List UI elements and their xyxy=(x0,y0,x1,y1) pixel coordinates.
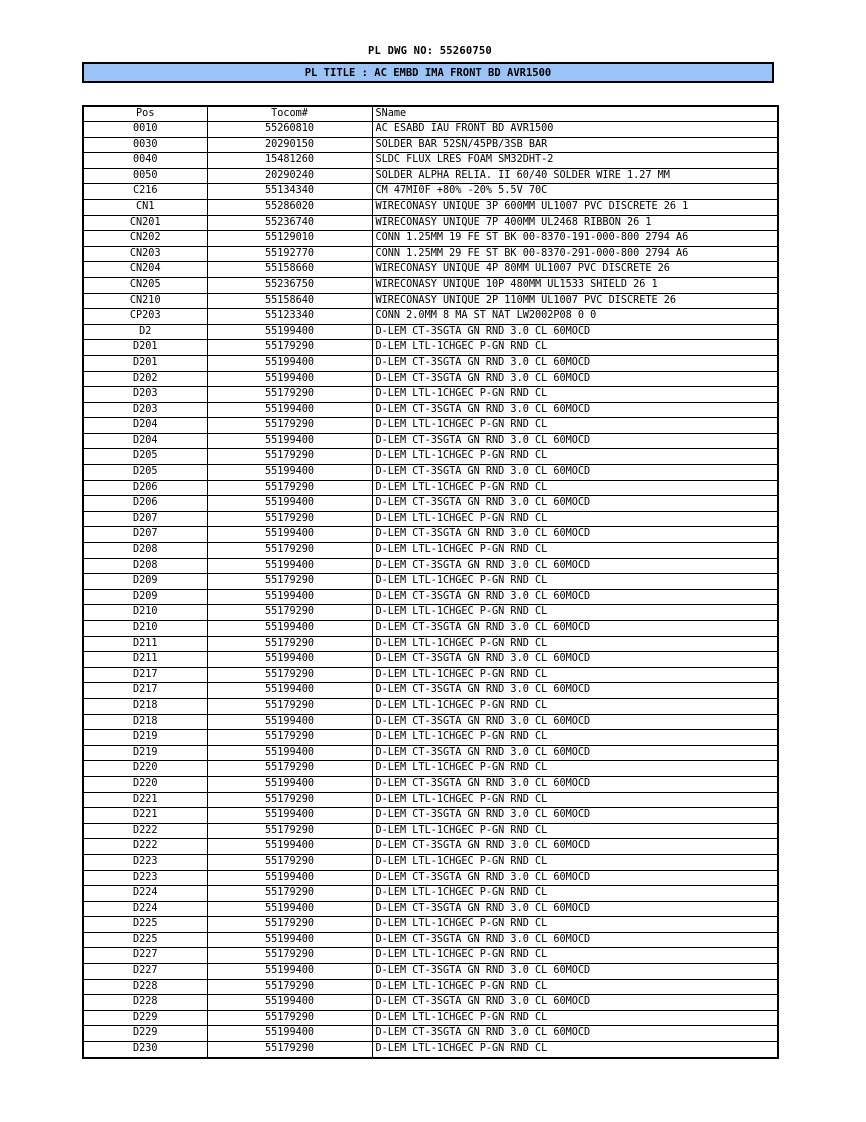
cell-pos: D217 xyxy=(83,683,207,699)
parts-table xyxy=(82,105,779,1059)
cell-pos: CN1 xyxy=(83,199,207,215)
cell-sname: D-LEM LTL-1CHGEC P-GN RND CL xyxy=(372,636,778,652)
table-row xyxy=(83,776,778,792)
cell-pos: D209 xyxy=(83,589,207,605)
cell-sname: D-LEM CT-3SGTA GN RND 3.0 CL 60MOCD xyxy=(372,621,778,637)
cell-pos: CN203 xyxy=(83,246,207,262)
cell-sname: D-LEM LTL-1CHGEC P-GN RND CL xyxy=(372,449,778,465)
table-row xyxy=(83,496,778,512)
cell-pos: D217 xyxy=(83,667,207,683)
cell-sname: D-LEM LTL-1CHGEC P-GN RND CL xyxy=(372,667,778,683)
cell-tocom: 55179290 xyxy=(207,698,372,714)
cell-sname: D-LEM CT-3SGTA GN RND 3.0 CL 60MOCD xyxy=(372,527,778,543)
cell-sname: D-LEM LTL-1CHGEC P-GN RND CL xyxy=(372,418,778,434)
cell-pos: D207 xyxy=(83,511,207,527)
cell-sname: D-LEM CT-3SGTA GN RND 3.0 CL 60MOCD xyxy=(372,839,778,855)
cell-pos: CP203 xyxy=(83,309,207,325)
table-row xyxy=(83,402,778,418)
table-row xyxy=(83,730,778,746)
table-row xyxy=(83,823,778,839)
table-row xyxy=(83,543,778,559)
cell-pos: D221 xyxy=(83,792,207,808)
cell-sname: D-LEM CT-3SGTA GN RND 3.0 CL 60MOCD xyxy=(372,402,778,418)
cell-pos: D208 xyxy=(83,543,207,559)
cell-sname: D-LEM CT-3SGTA GN RND 3.0 CL 60MOCD xyxy=(372,324,778,340)
table-row xyxy=(83,449,778,465)
cell-pos: D211 xyxy=(83,636,207,652)
cell-tocom: 55236750 xyxy=(207,277,372,293)
cell-sname: D-LEM CT-3SGTA GN RND 3.0 CL 60MOCD xyxy=(372,355,778,371)
cell-tocom: 55199400 xyxy=(207,683,372,699)
cell-sname: AC ESABD IAU FRONT BD AVR1500 xyxy=(372,122,778,138)
cell-sname: SOLDER BAR 52SN/45PB/3SB BAR xyxy=(372,137,778,153)
cell-pos: D228 xyxy=(83,979,207,995)
cell-tocom: 55179290 xyxy=(207,792,372,808)
cell-tocom: 55199400 xyxy=(207,527,372,543)
cell-sname: CONN 1.25MM 19 FE ST BK 00-8370-191-000-800 2794 A6 xyxy=(372,231,778,247)
cell-pos: D222 xyxy=(83,839,207,855)
cell-sname: CONN 1.25MM 29 FE ST BK 00-8370-291-000-800 2794 A6 xyxy=(372,246,778,262)
cell-tocom: 20290150 xyxy=(207,137,372,153)
cell-tocom: 20290240 xyxy=(207,168,372,184)
cell-tocom: 55179290 xyxy=(207,886,372,902)
table-row xyxy=(83,418,778,434)
cell-pos: D210 xyxy=(83,605,207,621)
cell-pos: D220 xyxy=(83,776,207,792)
cell-pos: D227 xyxy=(83,948,207,964)
cell-tocom: 55260810 xyxy=(207,122,372,138)
cell-tocom: 55236740 xyxy=(207,215,372,231)
cell-tocom: 55179290 xyxy=(207,387,372,403)
cell-tocom: 55179290 xyxy=(207,636,372,652)
table-row xyxy=(83,948,778,964)
cell-tocom: 55286020 xyxy=(207,199,372,215)
cell-tocom: 55179290 xyxy=(207,605,372,621)
cell-sname: D-LEM LTL-1CHGEC P-GN RND CL xyxy=(372,1010,778,1026)
cell-pos: CN201 xyxy=(83,215,207,231)
cell-pos: D203 xyxy=(83,387,207,403)
cell-sname: WIRECONASY UNIQUE 4P 80MM UL1007 PVC DISCRETE 26 xyxy=(372,262,778,278)
cell-pos: 0010 xyxy=(83,122,207,138)
cell-tocom: 55179290 xyxy=(207,511,372,527)
cell-sname: D-LEM CT-3SGTA GN RND 3.0 CL 60MOCD xyxy=(372,808,778,824)
cell-pos: D229 xyxy=(83,1010,207,1026)
cell-sname: WIRECONASY UNIQUE 3P 600MM UL1007 PVC DISCRETE 26 1 xyxy=(372,199,778,215)
cell-tocom: 55199400 xyxy=(207,402,372,418)
cell-sname: D-LEM LTL-1CHGEC P-GN RND CL xyxy=(372,605,778,621)
cell-sname: D-LEM CT-3SGTA GN RND 3.0 CL 60MOCD xyxy=(372,932,778,948)
cell-sname: D-LEM LTL-1CHGEC P-GN RND CL xyxy=(372,948,778,964)
table-row xyxy=(83,137,778,153)
table-row xyxy=(83,979,778,995)
column-header-pos: Pos xyxy=(83,106,207,122)
cell-sname: D-LEM LTL-1CHGEC P-GN RND CL xyxy=(372,761,778,777)
cell-sname: D-LEM CT-3SGTA GN RND 3.0 CL 60MOCD xyxy=(372,964,778,980)
cell-pos: D229 xyxy=(83,1026,207,1042)
cell-sname: D-LEM LTL-1CHGEC P-GN RND CL xyxy=(372,917,778,933)
cell-tocom: 55179290 xyxy=(207,543,372,559)
cell-sname: CONN 2.0MM 8 MA ST NAT LW2002P08 0 0 xyxy=(372,309,778,325)
drawing-number: PL DWG NO: 55260750 xyxy=(368,45,492,57)
cell-sname: D-LEM LTL-1CHGEC P-GN RND CL xyxy=(372,792,778,808)
cell-tocom: 55199400 xyxy=(207,995,372,1011)
cell-pos: 0050 xyxy=(83,168,207,184)
cell-sname: D-LEM LTL-1CHGEC P-GN RND CL xyxy=(372,574,778,590)
table-row xyxy=(83,698,778,714)
cell-pos: D220 xyxy=(83,761,207,777)
cell-pos: D201 xyxy=(83,355,207,371)
cell-pos: CN204 xyxy=(83,262,207,278)
table-row xyxy=(83,605,778,621)
table-row xyxy=(83,995,778,1011)
table-row xyxy=(83,870,778,886)
cell-tocom: 55179290 xyxy=(207,979,372,995)
cell-pos: D202 xyxy=(83,371,207,387)
table-row xyxy=(83,808,778,824)
table-row xyxy=(83,964,778,980)
cell-tocom: 55179290 xyxy=(207,1042,372,1058)
cell-sname: WIRECONASY UNIQUE 10P 480MM UL1533 SHIELD 26 1 xyxy=(372,277,778,293)
cell-pos: D218 xyxy=(83,698,207,714)
table-row xyxy=(83,558,778,574)
cell-tocom: 55179290 xyxy=(207,418,372,434)
cell-pos: D210 xyxy=(83,621,207,637)
cell-sname: D-LEM CT-3SGTA GN RND 3.0 CL 60MOCD xyxy=(372,589,778,605)
cell-sname: WIRECONASY UNIQUE 2P 110MM UL1007 PVC DISCRETE 26 xyxy=(372,293,778,309)
table-row xyxy=(83,293,778,309)
cell-pos: D223 xyxy=(83,854,207,870)
cell-tocom: 55179290 xyxy=(207,480,372,496)
table-row xyxy=(83,153,778,169)
table-row xyxy=(83,745,778,761)
table-row xyxy=(83,465,778,481)
table-row xyxy=(83,168,778,184)
cell-pos: D221 xyxy=(83,808,207,824)
table-row xyxy=(83,901,778,917)
cell-tocom: 55199400 xyxy=(207,964,372,980)
cell-pos: D227 xyxy=(83,964,207,980)
table-row xyxy=(83,433,778,449)
table-row xyxy=(83,761,778,777)
table-header-row xyxy=(83,106,778,122)
cell-pos: C216 xyxy=(83,184,207,200)
cell-pos: 0030 xyxy=(83,137,207,153)
cell-sname: D-LEM LTL-1CHGEC P-GN RND CL xyxy=(372,543,778,559)
cell-sname: D-LEM CT-3SGTA GN RND 3.0 CL 60MOCD xyxy=(372,371,778,387)
cell-tocom: 55199400 xyxy=(207,1026,372,1042)
cell-pos: D207 xyxy=(83,527,207,543)
cell-sname: D-LEM LTL-1CHGEC P-GN RND CL xyxy=(372,511,778,527)
cell-pos: D228 xyxy=(83,995,207,1011)
table-row xyxy=(83,511,778,527)
cell-tocom: 55199400 xyxy=(207,870,372,886)
cell-sname: D-LEM CT-3SGTA GN RND 3.0 CL 60MOCD xyxy=(372,496,778,512)
cell-pos: D208 xyxy=(83,558,207,574)
cell-tocom: 55179290 xyxy=(207,823,372,839)
cell-sname: D-LEM CT-3SGTA GN RND 3.0 CL 60MOCD xyxy=(372,465,778,481)
column-header-tocom: Tocom# xyxy=(207,106,372,122)
cell-sname: D-LEM LTL-1CHGEC P-GN RND CL xyxy=(372,387,778,403)
cell-tocom: 55199400 xyxy=(207,714,372,730)
cell-pos: D205 xyxy=(83,465,207,481)
cell-tocom: 55192770 xyxy=(207,246,372,262)
cell-pos: D211 xyxy=(83,652,207,668)
cell-sname: D-LEM LTL-1CHGEC P-GN RND CL xyxy=(372,730,778,746)
cell-sname: D-LEM LTL-1CHGEC P-GN RND CL xyxy=(372,480,778,496)
cell-pos: D222 xyxy=(83,823,207,839)
cell-tocom: 55179290 xyxy=(207,761,372,777)
table-row xyxy=(83,480,778,496)
cell-pos: D219 xyxy=(83,730,207,746)
cell-tocom: 55199400 xyxy=(207,558,372,574)
table-row xyxy=(83,527,778,543)
cell-sname: D-LEM CT-3SGTA GN RND 3.0 CL 60MOCD xyxy=(372,714,778,730)
cell-pos: D204 xyxy=(83,433,207,449)
cell-sname: SLDC FLUX LRES FOAM SM32DHT-2 xyxy=(372,153,778,169)
table-row xyxy=(83,683,778,699)
table-row xyxy=(83,231,778,247)
cell-sname: D-LEM CT-3SGTA GN RND 3.0 CL 60MOCD xyxy=(372,558,778,574)
cell-tocom: 55199400 xyxy=(207,839,372,855)
cell-pos: D201 xyxy=(83,340,207,356)
table-row xyxy=(83,355,778,371)
cell-pos: CN205 xyxy=(83,277,207,293)
table-row xyxy=(83,854,778,870)
cell-tocom: 55179290 xyxy=(207,340,372,356)
table-row xyxy=(83,932,778,948)
cell-sname: D-LEM CT-3SGTA GN RND 3.0 CL 60MOCD xyxy=(372,776,778,792)
table-row xyxy=(83,324,778,340)
cell-tocom: 55129010 xyxy=(207,231,372,247)
cell-pos: D218 xyxy=(83,714,207,730)
table-row xyxy=(83,122,778,138)
cell-sname: D-LEM CT-3SGTA GN RND 3.0 CL 60MOCD xyxy=(372,433,778,449)
cell-sname: D-LEM CT-3SGTA GN RND 3.0 CL 60MOCD xyxy=(372,870,778,886)
cell-tocom: 15481260 xyxy=(207,153,372,169)
cell-sname: CM 47MI0F +80% -20% 5.5V 70C xyxy=(372,184,778,200)
table-row xyxy=(83,246,778,262)
table-row xyxy=(83,652,778,668)
table-row xyxy=(83,262,778,278)
table-row xyxy=(83,199,778,215)
table-row xyxy=(83,886,778,902)
cell-pos: CN210 xyxy=(83,293,207,309)
cell-sname: D-LEM LTL-1CHGEC P-GN RND CL xyxy=(372,886,778,902)
cell-pos: 0040 xyxy=(83,153,207,169)
table-row xyxy=(83,621,778,637)
cell-pos: D219 xyxy=(83,745,207,761)
cell-sname: D-LEM CT-3SGTA GN RND 3.0 CL 60MOCD xyxy=(372,745,778,761)
cell-tocom: 55179290 xyxy=(207,667,372,683)
cell-sname: D-LEM LTL-1CHGEC P-GN RND CL xyxy=(372,1042,778,1058)
cell-tocom: 55199400 xyxy=(207,745,372,761)
table-row xyxy=(83,1010,778,1026)
table-row xyxy=(83,917,778,933)
cell-pos: D209 xyxy=(83,574,207,590)
cell-tocom: 55199400 xyxy=(207,433,372,449)
cell-tocom: 55199400 xyxy=(207,901,372,917)
table-row xyxy=(83,574,778,590)
cell-tocom: 55199400 xyxy=(207,932,372,948)
cell-sname: D-LEM LTL-1CHGEC P-GN RND CL xyxy=(372,823,778,839)
table-body xyxy=(83,122,778,1058)
cell-pos: D2 xyxy=(83,324,207,340)
table-row xyxy=(83,309,778,325)
cell-pos: D223 xyxy=(83,870,207,886)
cell-pos: D205 xyxy=(83,449,207,465)
cell-pos: D204 xyxy=(83,418,207,434)
table-row xyxy=(83,184,778,200)
cell-pos: D225 xyxy=(83,917,207,933)
cell-tocom: 55199400 xyxy=(207,776,372,792)
cell-sname: D-LEM LTL-1CHGEC P-GN RND CL xyxy=(372,979,778,995)
cell-tocom: 55199400 xyxy=(207,465,372,481)
table-row xyxy=(83,1026,778,1042)
table-row xyxy=(83,340,778,356)
cell-tocom: 55123340 xyxy=(207,309,372,325)
cell-sname: D-LEM CT-3SGTA GN RND 3.0 CL 60MOCD xyxy=(372,901,778,917)
cell-tocom: 55179290 xyxy=(207,948,372,964)
cell-sname: D-LEM LTL-1CHGEC P-GN RND CL xyxy=(372,698,778,714)
cell-pos: D225 xyxy=(83,932,207,948)
table-row xyxy=(83,371,778,387)
cell-tocom: 55199400 xyxy=(207,324,372,340)
table-row xyxy=(83,589,778,605)
table-row xyxy=(83,277,778,293)
cell-pos: CN202 xyxy=(83,231,207,247)
cell-tocom: 55199400 xyxy=(207,808,372,824)
cell-tocom: 55179290 xyxy=(207,449,372,465)
table-row xyxy=(83,215,778,231)
cell-tocom: 55199400 xyxy=(207,652,372,668)
page-title: PL TITLE : AC EMBD IMA FRONT BD AVR1500 xyxy=(304,66,552,79)
cell-tocom: 55179290 xyxy=(207,917,372,933)
cell-tocom: 55199400 xyxy=(207,355,372,371)
cell-sname: D-LEM CT-3SGTA GN RND 3.0 CL 60MOCD xyxy=(372,652,778,668)
cell-sname: D-LEM CT-3SGTA GN RND 3.0 CL 60MOCD xyxy=(372,683,778,699)
cell-tocom: 55158660 xyxy=(207,262,372,278)
cell-tocom: 55179290 xyxy=(207,1010,372,1026)
cell-tocom: 55158640 xyxy=(207,293,372,309)
cell-tocom: 55179290 xyxy=(207,854,372,870)
cell-sname: WIRECONASY UNIQUE 7P 400MM UL2468 RIBBON 26 1 xyxy=(372,215,778,231)
cell-sname: D-LEM CT-3SGTA GN RND 3.0 CL 60MOCD xyxy=(372,1026,778,1042)
table-row xyxy=(83,714,778,730)
cell-tocom: 55199400 xyxy=(207,496,372,512)
cell-pos: D224 xyxy=(83,886,207,902)
cell-pos: D203 xyxy=(83,402,207,418)
cell-sname: D-LEM LTL-1CHGEC P-GN RND CL xyxy=(372,340,778,356)
table-row xyxy=(83,387,778,403)
cell-pos: D206 xyxy=(83,480,207,496)
cell-sname: D-LEM LTL-1CHGEC P-GN RND CL xyxy=(372,854,778,870)
column-header-sname: SName xyxy=(372,106,778,122)
cell-tocom: 55134340 xyxy=(207,184,372,200)
cell-pos: D224 xyxy=(83,901,207,917)
title-bar xyxy=(82,62,774,83)
table-row xyxy=(83,1042,778,1058)
table-row xyxy=(83,636,778,652)
cell-tocom: 55199400 xyxy=(207,589,372,605)
cell-sname: D-LEM CT-3SGTA GN RND 3.0 CL 60MOCD xyxy=(372,995,778,1011)
cell-pos: D230 xyxy=(83,1042,207,1058)
table-row xyxy=(83,667,778,683)
cell-sname: SOLDER ALPHA RELIA. II 60/40 SOLDER WIRE 1.27 MM xyxy=(372,168,778,184)
cell-tocom: 55199400 xyxy=(207,621,372,637)
table-row xyxy=(83,792,778,808)
cell-tocom: 55179290 xyxy=(207,574,372,590)
cell-pos: D206 xyxy=(83,496,207,512)
cell-tocom: 55179290 xyxy=(207,730,372,746)
cell-tocom: 55199400 xyxy=(207,371,372,387)
table-row xyxy=(83,839,778,855)
